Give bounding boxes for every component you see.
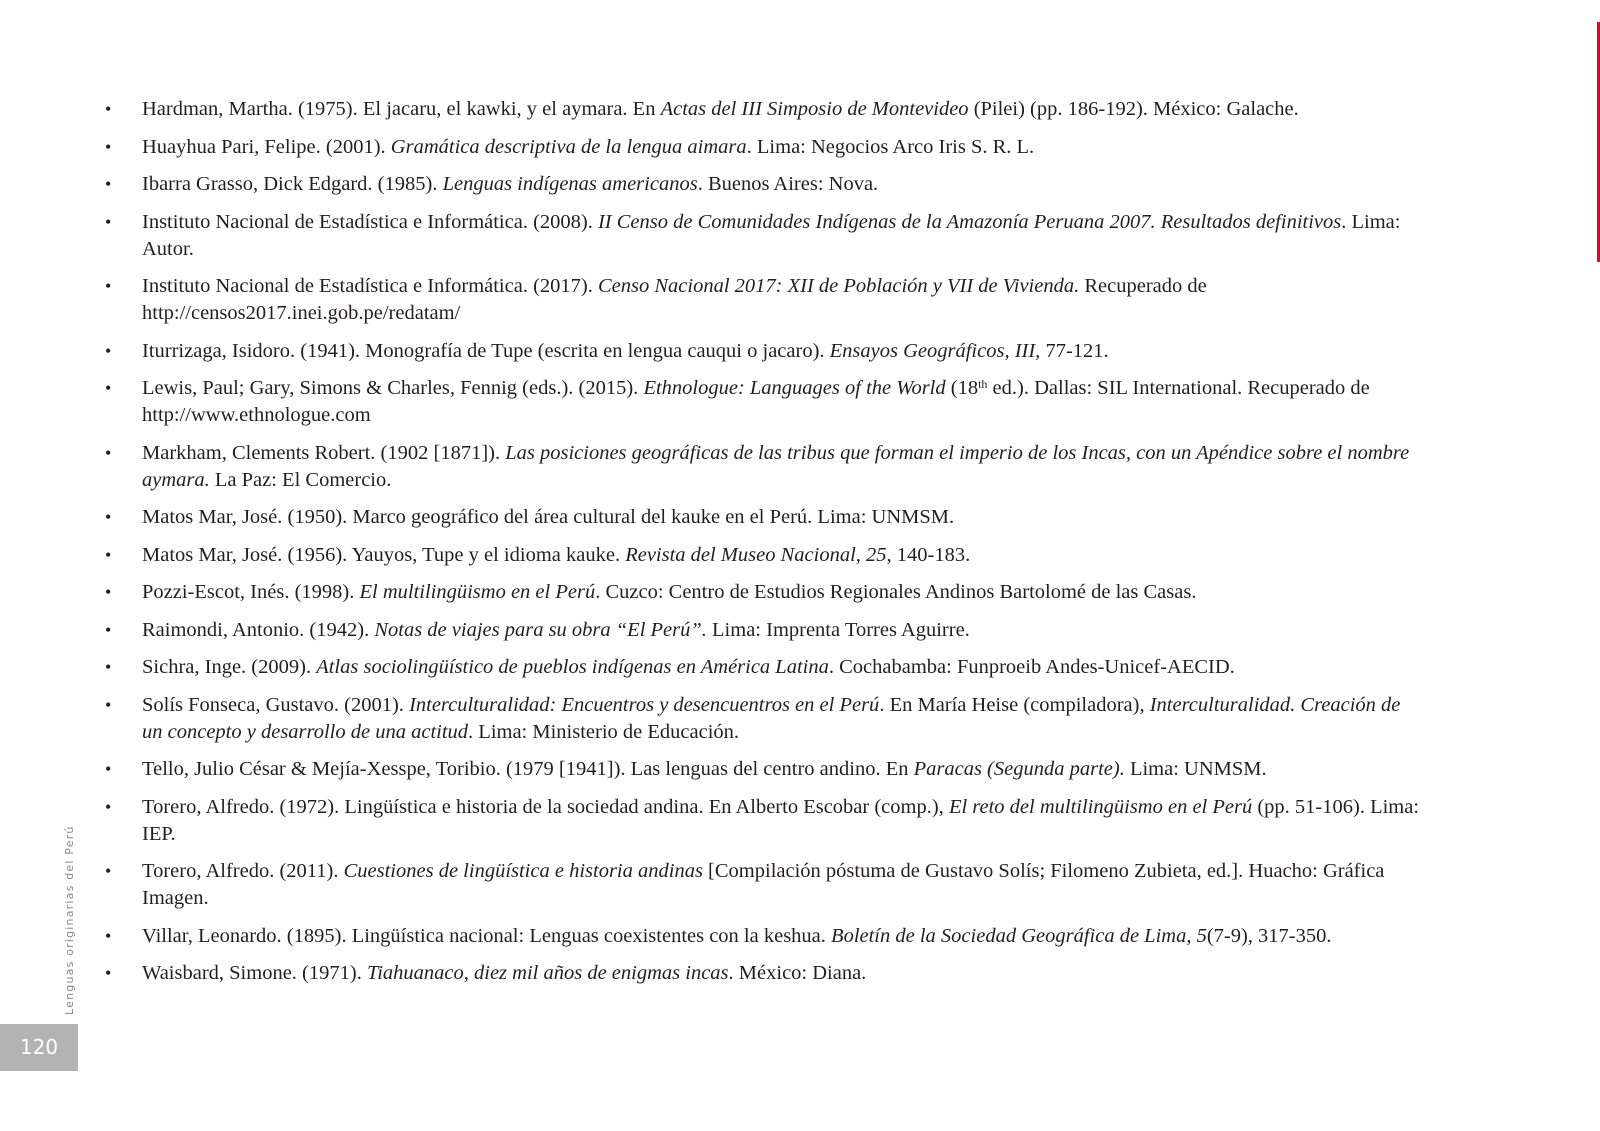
reference-text: Torero, Alfredo. (1972). Lingüística e historia de la sociedad andina. En Alberto Escobar (comp.), <box>142 795 949 818</box>
reference-item <box>105 960 1425 987</box>
bullet-marker: • <box>105 657 112 677</box>
reference-text: Recuperado de http://censos2017.inei.gob.pe/redatam/ <box>142 275 1207 324</box>
reference-title: Revista del Museo Nacional, 25 <box>625 543 887 566</box>
reference-item <box>105 209 1425 263</box>
reference-title: Censo Nacional 2017: XII de Población y VII de Vivienda. <box>597 275 1080 297</box>
bullet-marker: • <box>105 925 112 946</box>
reference-item <box>105 654 1425 681</box>
reference-item <box>105 134 1425 161</box>
reference-text: 77-121. <box>1040 339 1109 362</box>
reference-item <box>105 692 1425 746</box>
reference-item <box>105 579 1425 606</box>
reference-title: Gramática descriptiva de la lengua aimara <box>390 135 747 158</box>
reference-title: El reto del multilingüismo en el Perú <box>948 795 1253 818</box>
bullet-marker: • <box>105 694 112 715</box>
reference-item <box>105 542 1425 569</box>
reference-title: Atlas sociolingüístico de pueblos indígenas en América Latina <box>316 656 829 678</box>
reference-text: Torero, Alfredo. (2011). <box>142 860 344 882</box>
reference-text: Raimondi, Antonio. (1942). <box>142 618 375 641</box>
reference-text: (7-9), 317-350. <box>1206 924 1332 947</box>
bullet-marker: • <box>105 136 112 157</box>
reference-text: Matos Mar, José. (1950). Marco geográfico del área cultural del kauke en el Perú. Lima: UNMSM. <box>142 506 955 528</box>
reference-item <box>105 273 1425 327</box>
reference-item <box>105 923 1425 950</box>
reference-text: [Compilación póstuma de Gustavo Solís; Filomeno Zubieta, ed.]. Huacho: Gráfica Imagen. <box>142 860 1385 909</box>
bullet-marker: • <box>105 759 112 779</box>
reference-text: (Pilei) (pp. 186-192). México: Galache. <box>968 98 1299 120</box>
reference-text: . En María Heise (compiladora), <box>879 693 1150 716</box>
bullet-marker: • <box>105 963 112 983</box>
reference-title: Paracas (Segunda parte). <box>913 758 1125 780</box>
reference-text: Tello, Julio César & Mejía-Xesspe, Toribio. (1979 [1941]). Las lenguas del centro andino. En <box>142 758 914 780</box>
reference-text: . Cuzco: Centro de Estudios Regionales Andinos Bartolomé de las Casas. <box>595 581 1197 603</box>
reference-title: Tiahuanaco, diez mil años de enigmas incas <box>366 962 729 984</box>
reference-text: Villar, Leonardo. (1895). Lingüística nacional: Lenguas coexistentes con la keshua. <box>142 924 832 947</box>
reference-item <box>105 375 1425 429</box>
reference-text: Solís Fonseca, Gustavo. (2001). <box>142 693 410 716</box>
reference-title: Boletín de la Sociedad Geográfica de Lima, 5 <box>831 924 1207 947</box>
reference-title: Interculturalidad: Encuentros y desencuentros en el Perú <box>409 693 880 716</box>
bullet-marker: • <box>105 861 112 881</box>
reference-title: Cuestiones de lingüística e historia andinas <box>343 860 703 882</box>
reference-title: Interculturalidad. Creación de un concepto y desarrollo de una actitud <box>142 693 1401 743</box>
reference-item <box>105 858 1425 912</box>
reference-title: Las posiciones geográficas de las tribus que forman el imperio de los Incas, con un Apéndice sobre el nombre aymara. <box>142 441 1410 491</box>
reference-text: Hardman, Martha. (1975). El jacaru, el kawki, y el aymara. En <box>142 98 661 120</box>
reference-text: . Lima: Autor. <box>142 210 1401 260</box>
reference-title: El multilingüismo en el Perú <box>359 581 596 603</box>
reference-text: Lewis, Paul; Gary, Simons & Charles, Fennig (eds.). (2015). <box>142 377 644 399</box>
reference-item <box>105 171 1425 198</box>
reference-text: La Paz: El Comercio. <box>209 468 392 491</box>
reference-text: Ibarra Grasso, Dick Edgard. (1985). <box>142 173 443 195</box>
reference-item <box>105 440 1425 494</box>
reference-text: . Lima: Ministerio de Educación. <box>468 720 740 743</box>
bullet-marker: • <box>105 507 112 527</box>
bullet-marker: • <box>105 378 112 398</box>
bullet-marker: • <box>105 796 112 817</box>
reference-text: . México: Diana. <box>728 962 867 984</box>
reference-text: Iturrizaga, Isidoro. (1941). Monografía de Tupe (escrita en lengua cauqui o jacaro). <box>142 339 830 362</box>
bullet-marker: • <box>105 582 112 602</box>
reference-item <box>105 756 1425 783</box>
reference-text: Waisbard, Simone. (1971). <box>142 962 367 984</box>
reference-text: (18 <box>945 377 979 399</box>
bullet-marker: • <box>105 340 112 361</box>
reference-item <box>105 504 1425 531</box>
page-number: 120 <box>0 1024 78 1071</box>
reference-title: Lenguas indígenas americanos <box>442 173 698 195</box>
running-title: Lenguas originarias del Perú <box>63 825 76 1015</box>
reference-title: Notas de viajes para su obra “El Perú”. <box>374 618 707 641</box>
reference-text: , 140-183. <box>886 543 971 566</box>
reference-text: . Lima: Negocios Arco Iris S. R. L. <box>746 135 1035 158</box>
reference-title: II Censo de Comunidades Indígenas de la Amazonía Peruana 2007. Resultados definitivos <box>597 210 1342 233</box>
reference-text: (pp. 51-106). Lima: IEP. <box>142 795 1420 845</box>
bullet-marker: • <box>105 99 112 119</box>
reference-text: Pozzi-Escot, Inés. (1998). <box>142 581 360 603</box>
reference-item <box>105 794 1425 848</box>
reference-text: Matos Mar, José. (1956). Yauyos, Tupe y el idioma kauke. <box>142 543 626 566</box>
reference-text: Lima: UNMSM. <box>1124 758 1267 780</box>
bibliography-list <box>105 96 1425 998</box>
reference-text: Instituto Nacional de Estadística e Informática. (2017). <box>142 275 598 297</box>
reference-title: Actas del III Simposio de Montevideo <box>660 98 969 120</box>
bullet-marker: • <box>105 544 112 565</box>
reference-text: . Cochabamba: Funproeib Andes-Unicef-AECID. <box>828 656 1235 678</box>
reference-text: Sichra, Inge. (2009). <box>142 656 317 678</box>
reference-text: Huayhua Pari, Felipe. (2001). <box>142 135 391 158</box>
reference-item <box>105 617 1425 644</box>
bullet-marker: • <box>105 276 112 296</box>
reference-title: Ethnologue: Languages of the World <box>643 377 946 399</box>
reference-title: Ensayos Geográficos, III, <box>829 339 1041 362</box>
bullet-marker: • <box>105 174 112 194</box>
bullet-marker: • <box>105 619 112 640</box>
reference-text: Instituto Nacional de Estadística e Informática. (2008). <box>142 210 598 233</box>
reference-item <box>105 96 1425 123</box>
reference-item <box>105 338 1425 365</box>
reference-text: Markham, Clements Robert. (1902 [1871]). <box>142 441 506 464</box>
reference-text: . Buenos Aires: Nova. <box>697 173 879 195</box>
bullet-marker: • <box>105 442 112 463</box>
bullet-marker: • <box>105 211 112 232</box>
superscript-text: th <box>978 377 988 391</box>
reference-text: Lima: Imprenta Torres Aguirre. <box>706 618 970 641</box>
reference-text: ed.). Dallas: SIL International. Recuperado de http://www.ethnologue.com <box>142 377 1370 426</box>
